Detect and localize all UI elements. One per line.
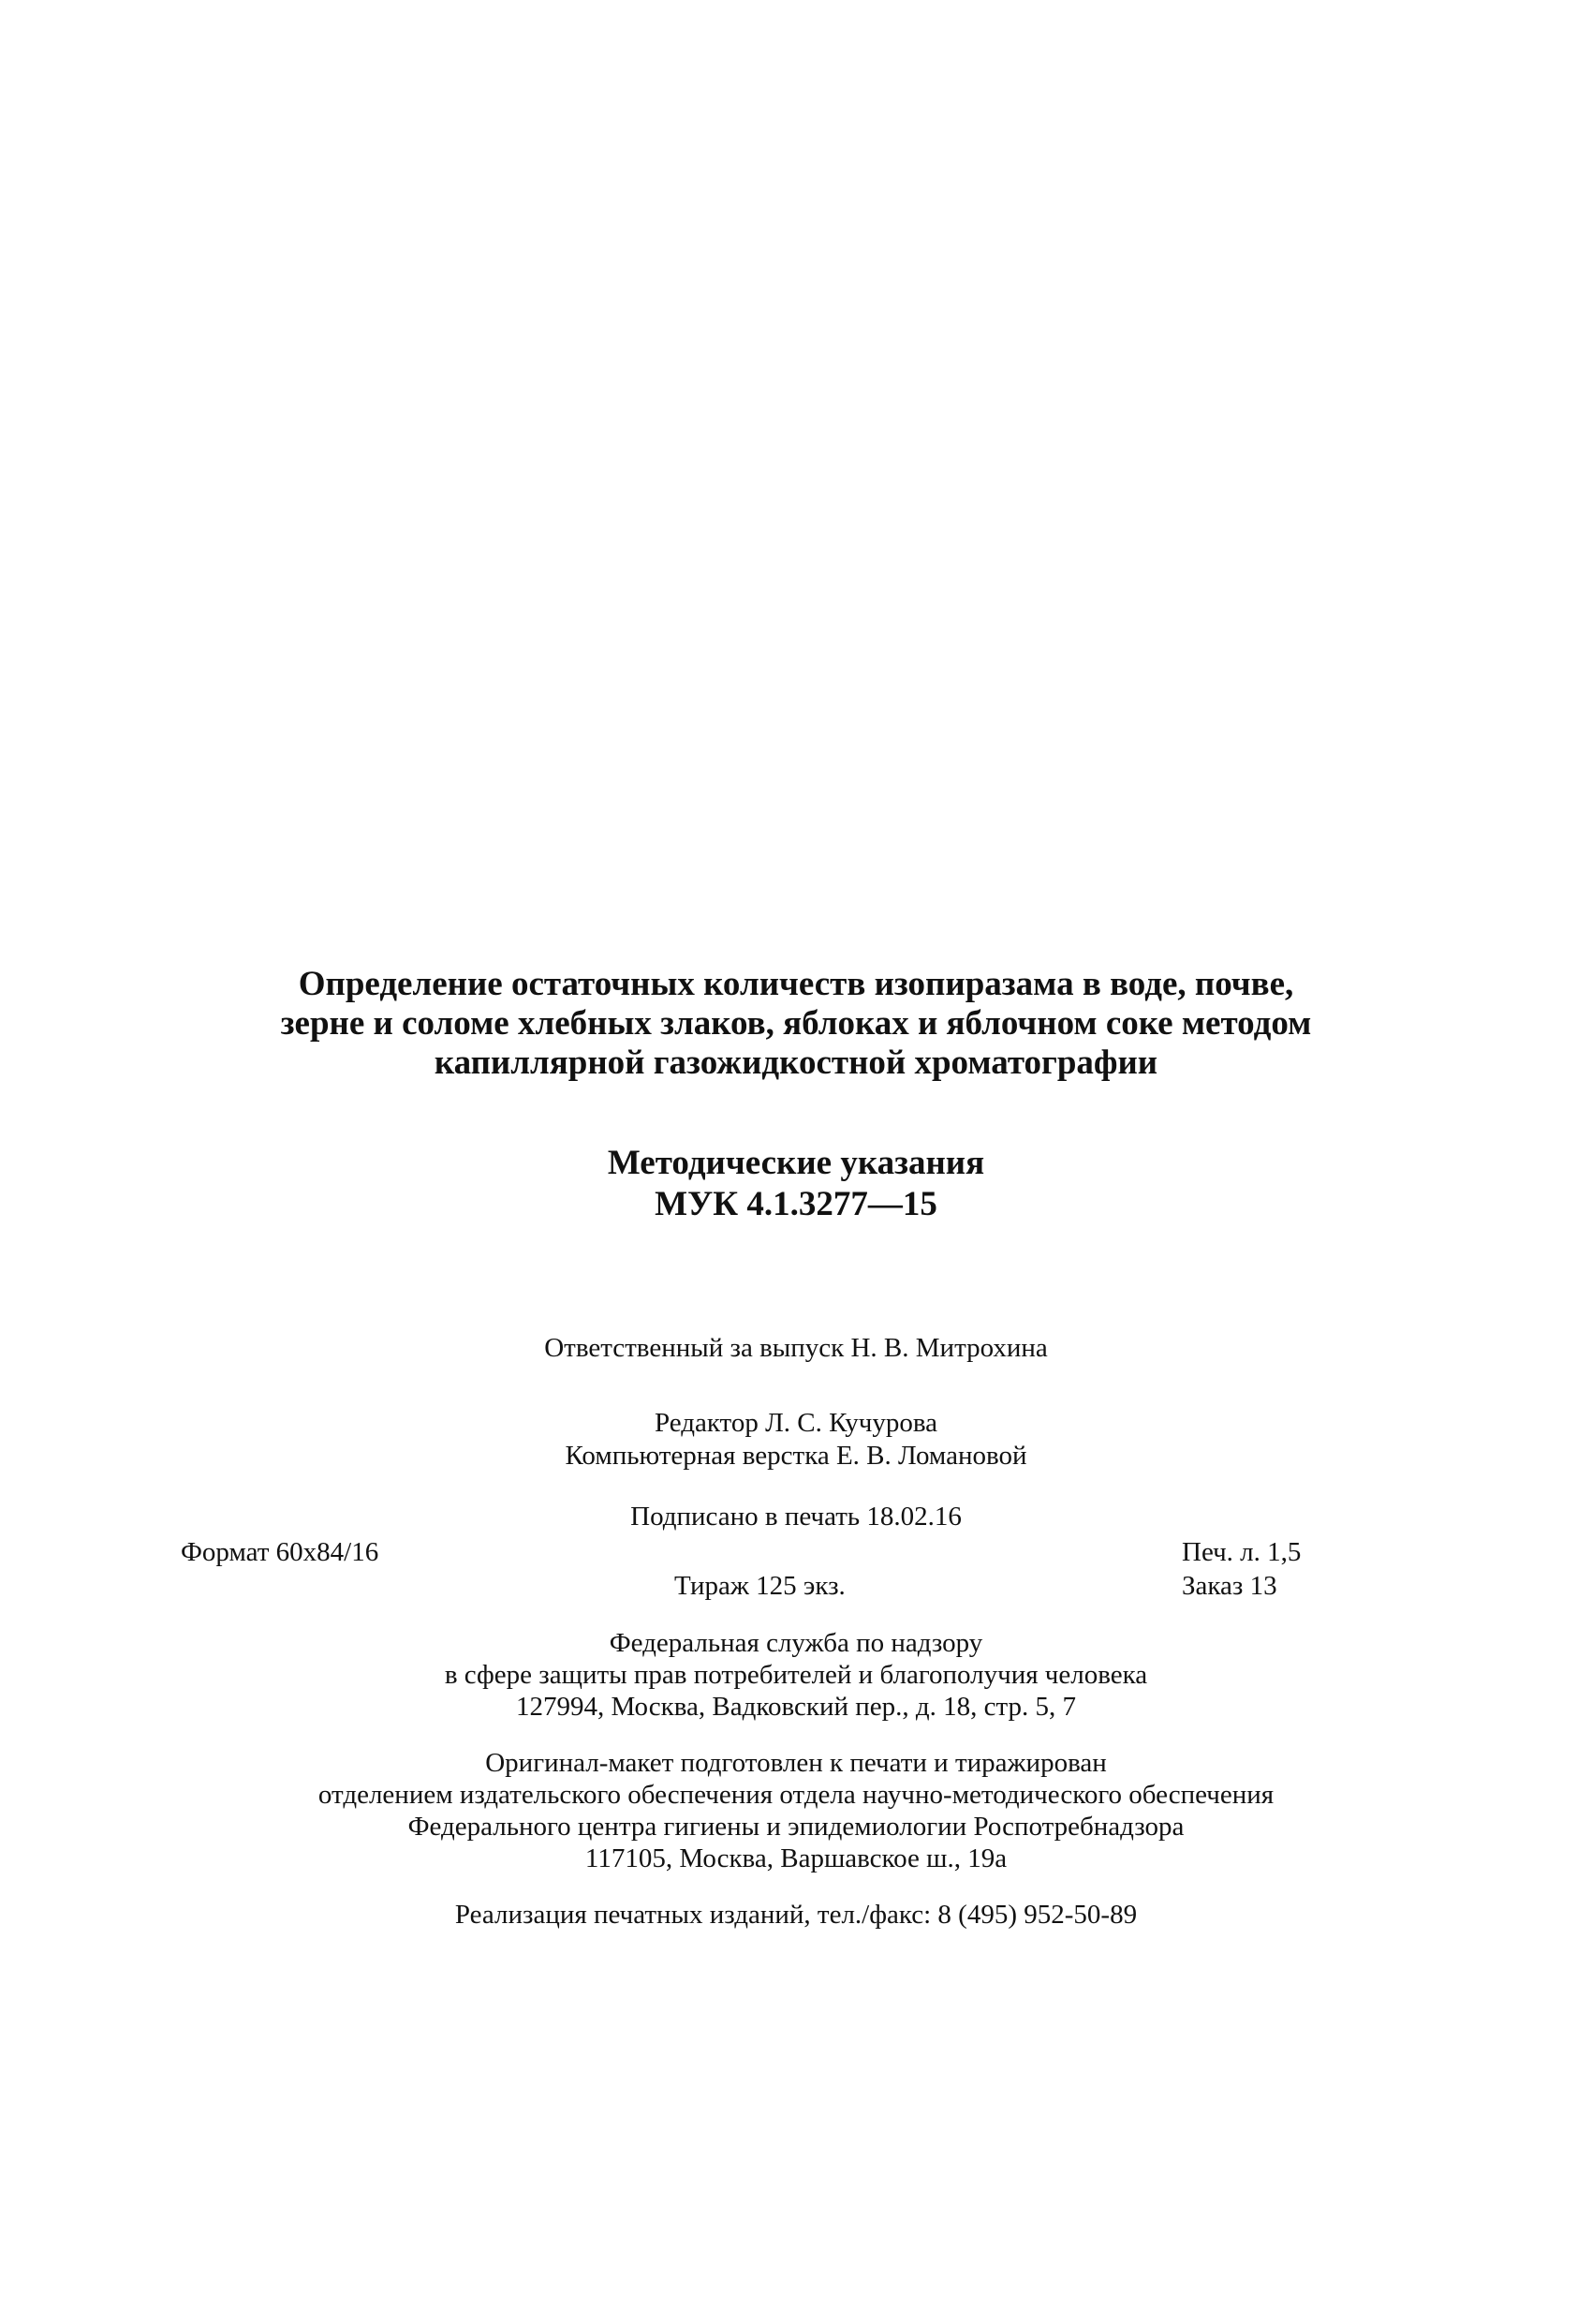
publisher-block [140, 1627, 1452, 1723]
document-number: МУК 4.1.3277—15 [655, 1185, 937, 1223]
sheets-line: Печ. л. 1,5 [1182, 1537, 1302, 1567]
title-line: капиллярной газожидкостной хроматографии [434, 1044, 1158, 1082]
publisher-line: 127994, Москва, Вадковский пер., д. 18, стр. 5, 7 [515, 1692, 1077, 1722]
document-title [140, 965, 1452, 1083]
editor-line: Редактор Л. С. Кучурова [654, 1408, 938, 1438]
signed-line: Подписано в печать 18.02.16 [630, 1502, 962, 1532]
publisher-line: в сфере защиты прав потребителей и благополучия человека [444, 1660, 1148, 1690]
printer-line: 117105, Москва, Варшавское ш., 19а [584, 1843, 1008, 1873]
printer-line: Оригинал-макет подготовлен к печати и тиражирован [485, 1748, 1107, 1778]
publisher-line: Федеральная служба по надзору [609, 1628, 983, 1658]
printer-line: отделением издательского обеспечения отдела научно-методического обеспечения [317, 1780, 1275, 1810]
document-type-block [234, 1143, 1358, 1225]
title-line: Определение остаточных количеств изопиразама в воде, почве, [298, 965, 1294, 1003]
format-line: Формат 60x84/16 [181, 1537, 379, 1567]
printer-block [140, 1747, 1452, 1874]
title-line: зерне и соломе хлебных злаков, яблоках и яблочном соке методом [280, 1004, 1312, 1043]
order-line: Заказ 13 [1182, 1571, 1277, 1601]
printer-line: Федерального центра гигиены и эпидемиологии Роспотребнадзора [407, 1812, 1185, 1842]
sales-line: Реализация печатных изданий, тел./факс: 8 (495) 952-50-89 [454, 1900, 1138, 1930]
responsible-line: Ответственный за выпуск Н. В. Митрохина [544, 1333, 1048, 1363]
circulation-line: Тираж 125 экз. [674, 1571, 846, 1601]
layout-line: Компьютерная верстка Е. В. Ломановой [565, 1441, 1027, 1471]
document-type: Методические указания [607, 1144, 985, 1182]
